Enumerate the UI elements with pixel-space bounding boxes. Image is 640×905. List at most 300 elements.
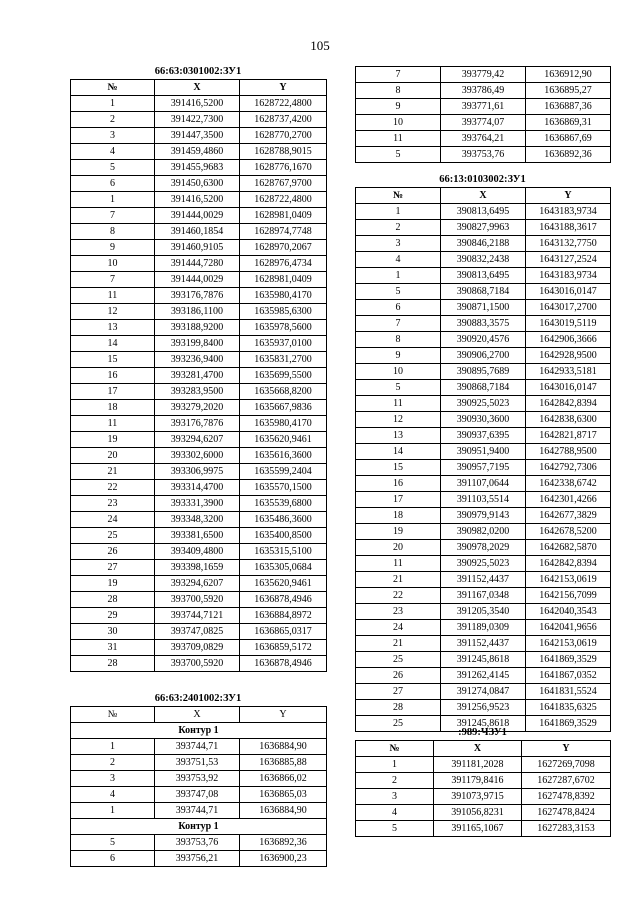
cell-number: 4 (356, 805, 434, 821)
table-row (71, 624, 327, 640)
table-row (356, 476, 611, 492)
cell-y: 1627478,8424 (522, 805, 611, 821)
table-row (71, 432, 327, 448)
column-header-x: X (441, 188, 526, 204)
column-header-x: X (155, 707, 240, 723)
table-row (71, 803, 327, 819)
contour-row (71, 819, 327, 835)
coordinates-table (355, 187, 611, 732)
cell-x: 393199,8400 (155, 336, 240, 352)
table-row (71, 851, 327, 867)
table-row (71, 496, 327, 512)
table-row (71, 176, 327, 192)
column-header-number: № (71, 707, 155, 723)
cell-x: 391189,0309 (441, 620, 526, 636)
table-row (71, 368, 327, 384)
cell-x: 393331,3900 (155, 496, 240, 512)
cell-number: 25 (71, 528, 155, 544)
table-row (71, 96, 327, 112)
table-row (356, 668, 611, 684)
table-row (71, 608, 327, 624)
cell-number: 26 (71, 544, 155, 560)
cell-number: 7 (356, 67, 441, 83)
cell-number: 25 (356, 652, 441, 668)
cell-x: 393779,42 (441, 67, 526, 83)
cell-y: 1635620,9461 (240, 432, 327, 448)
cell-y: 1635667,9836 (240, 400, 327, 416)
cell-y: 1628776,1670 (240, 160, 327, 176)
contour-label: Контур 1 (71, 723, 327, 739)
cell-number: 20 (356, 540, 441, 556)
cell-number: 2 (356, 773, 434, 789)
cell-y: 1643188,3617 (526, 220, 611, 236)
table-row (71, 224, 327, 240)
table-row (71, 480, 327, 496)
table-row (71, 739, 327, 755)
coordinates-table (355, 66, 611, 163)
cell-x: 391167,0348 (441, 588, 526, 604)
cell-x: 393709,0829 (155, 640, 240, 656)
cell-y: 1636892,36 (526, 147, 611, 163)
cell-y: 1636878,4946 (240, 592, 327, 608)
column-header-y: Y (526, 188, 611, 204)
cell-y: 1641869,3529 (526, 716, 611, 732)
cell-x: 390979,9143 (441, 508, 526, 524)
cell-x: 390883,3575 (441, 316, 526, 332)
cell-y: 1628970,2067 (240, 240, 327, 256)
table-title: 66:63:2401002:ЗУ1 (154, 693, 242, 704)
cell-number: 12 (356, 412, 441, 428)
table-row (71, 288, 327, 304)
cell-x: 393176,7876 (155, 416, 240, 432)
cell-number: 25 (356, 716, 441, 732)
cell-x: 393306,9975 (155, 464, 240, 480)
cell-number: 20 (71, 448, 155, 464)
cell-y: 1643017,2700 (526, 300, 611, 316)
table-row (356, 220, 611, 236)
cell-y: 1636885,88 (240, 755, 327, 771)
table-row (356, 492, 611, 508)
contour-label: Контур 1 (71, 819, 327, 835)
cell-number: 22 (71, 480, 155, 496)
cell-x: 390813,6495 (441, 268, 526, 284)
cell-y: 1642928,9500 (526, 348, 611, 364)
cell-y: 1636884,90 (240, 803, 327, 819)
cell-number: 2 (71, 755, 155, 771)
table-row (356, 428, 611, 444)
cell-number: 11 (356, 396, 441, 412)
cell-number: 17 (356, 492, 441, 508)
cell-x: 391245,8618 (441, 716, 526, 732)
cell-y: 1636912,90 (526, 67, 611, 83)
table-title: 66:63:0301002:ЗУ1 (154, 66, 242, 77)
cell-y: 1636878,4946 (240, 656, 327, 672)
cell-number: 13 (356, 428, 441, 444)
cell-number: 15 (71, 352, 155, 368)
cell-x: 393753,76 (155, 835, 240, 851)
table-row (71, 208, 327, 224)
table-row (356, 284, 611, 300)
coordinates-table (70, 706, 327, 867)
cell-number: 8 (71, 224, 155, 240)
cell-number: 3 (356, 236, 441, 252)
cell-x: 390937,6395 (441, 428, 526, 444)
cell-number: 5 (356, 147, 441, 163)
column-header-y: Y (240, 707, 327, 723)
cell-x: 391416,5200 (155, 192, 240, 208)
cell-number: 11 (71, 416, 155, 432)
cell-x: 391152,4437 (441, 572, 526, 588)
cell-x: 391073,9715 (434, 789, 522, 805)
cell-y: 1627269,7098 (522, 757, 611, 773)
cell-number: 3 (356, 789, 434, 805)
cell-y: 1643183,9734 (526, 268, 611, 284)
cell-x: 390895,7689 (441, 364, 526, 380)
cell-number: 21 (71, 464, 155, 480)
cell-y: 1628976,4734 (240, 256, 327, 272)
cell-x: 393294,6207 (155, 576, 240, 592)
cell-number: 9 (71, 240, 155, 256)
cell-y: 1636867,69 (526, 131, 611, 147)
cell-y: 1628770,2700 (240, 128, 327, 144)
table-row (356, 252, 611, 268)
cell-x: 393747,0825 (155, 624, 240, 640)
cell-x: 391181,2028 (434, 757, 522, 773)
cell-y: 1628788,9015 (240, 144, 327, 160)
cell-y: 1635570,1500 (240, 480, 327, 496)
cell-number: 31 (71, 640, 155, 656)
cell-x: 390957,7195 (441, 460, 526, 476)
cell-x: 391447,3500 (155, 128, 240, 144)
cell-number: 29 (71, 608, 155, 624)
cell-number: 15 (356, 460, 441, 476)
cell-y: 1643019,5119 (526, 316, 611, 332)
column-header-number: № (356, 188, 441, 204)
cell-number: 8 (356, 332, 441, 348)
cell-x: 393294,6207 (155, 432, 240, 448)
cell-y: 1643132,7750 (526, 236, 611, 252)
cell-number: 7 (356, 316, 441, 332)
contour-row (71, 723, 327, 739)
cell-y: 1642933,5181 (526, 364, 611, 380)
table-row (356, 524, 611, 540)
cell-number: 19 (356, 524, 441, 540)
cell-number: 7 (71, 272, 155, 288)
table-row (71, 336, 327, 352)
cell-number: 1 (356, 204, 441, 220)
column-header-y: Y (240, 80, 327, 96)
cell-y: 1627478,8392 (522, 789, 611, 805)
table-row (356, 204, 611, 220)
cell-y: 1628981,0409 (240, 272, 327, 288)
cell-y: 1642153,0619 (526, 572, 611, 588)
cell-x: 391460,9105 (155, 240, 240, 256)
cell-x: 391455,9683 (155, 160, 240, 176)
table-row (71, 464, 327, 480)
cell-x: 391165,1067 (434, 821, 522, 837)
cell-number: 9 (356, 99, 441, 115)
cell-x: 390925,5023 (441, 396, 526, 412)
cell-y: 1642821,8717 (526, 428, 611, 444)
cell-x: 390827,9963 (441, 220, 526, 236)
cell-number: 24 (71, 512, 155, 528)
coordinates-table-block (355, 66, 610, 163)
cell-x: 391205,3540 (441, 604, 526, 620)
cell-y: 1636895,27 (526, 83, 611, 99)
table-row (356, 99, 611, 115)
cell-x: 393751,53 (155, 755, 240, 771)
cell-x: 393283,9500 (155, 384, 240, 400)
table-row (356, 300, 611, 316)
column-header-y: Y (522, 741, 611, 757)
cell-x: 393279,2020 (155, 400, 240, 416)
cell-number: 1 (356, 757, 434, 773)
cell-y: 1635980,4170 (240, 416, 327, 432)
column-header-number: № (356, 741, 434, 757)
cell-y: 1628981,0409 (240, 208, 327, 224)
column-header-x: X (434, 741, 522, 757)
cell-x: 393700,5920 (155, 592, 240, 608)
cell-x: 393756,21 (155, 851, 240, 867)
cell-x: 393753,92 (155, 771, 240, 787)
table-row (356, 556, 611, 572)
table-row (71, 560, 327, 576)
table-header-row (71, 707, 327, 723)
cell-y: 1635668,8200 (240, 384, 327, 400)
cell-x: 393744,71 (155, 739, 240, 755)
table-row (71, 448, 327, 464)
cell-number: 28 (356, 700, 441, 716)
cell-number: 18 (71, 400, 155, 416)
cell-x: 393302,6000 (155, 448, 240, 464)
cell-y: 1641831,5524 (526, 684, 611, 700)
cell-y: 1642338,6742 (526, 476, 611, 492)
cell-x: 390868,7184 (441, 284, 526, 300)
cell-y: 1635539,6800 (240, 496, 327, 512)
table-row (356, 316, 611, 332)
cell-x: 391107,0644 (441, 476, 526, 492)
cell-number: 11 (71, 288, 155, 304)
table-row (71, 400, 327, 416)
cell-number: 1 (71, 803, 155, 819)
cell-y: 1635616,3600 (240, 448, 327, 464)
cell-y: 1635985,6300 (240, 304, 327, 320)
cell-x: 391460,1854 (155, 224, 240, 240)
coordinates-table-block (355, 174, 610, 732)
table-header-row (356, 188, 611, 204)
table-row (71, 416, 327, 432)
cell-x: 391179,8416 (434, 773, 522, 789)
table-row (356, 789, 611, 805)
table-row (356, 572, 611, 588)
cell-y: 1643183,9734 (526, 204, 611, 220)
table-row (71, 384, 327, 400)
table-row (71, 656, 327, 672)
cell-y: 1635978,5600 (240, 320, 327, 336)
cell-y: 1642040,3543 (526, 604, 611, 620)
table-row (356, 83, 611, 99)
cell-x: 393764,21 (441, 131, 526, 147)
cell-number: 24 (356, 620, 441, 636)
cell-number: 23 (71, 496, 155, 512)
cell-y: 1635980,4170 (240, 288, 327, 304)
cell-y: 1642788,9500 (526, 444, 611, 460)
cell-number: 1 (356, 268, 441, 284)
table-row (71, 160, 327, 176)
cell-x: 390982,0200 (441, 524, 526, 540)
cell-x: 393774,07 (441, 115, 526, 131)
cell-number: 6 (71, 851, 155, 867)
cell-x: 393236,9400 (155, 352, 240, 368)
table-row (356, 115, 611, 131)
cell-y: 1635315,5100 (240, 544, 327, 560)
cell-x: 390832,2438 (441, 252, 526, 268)
cell-y: 1636887,36 (526, 99, 611, 115)
cell-number: 4 (71, 787, 155, 803)
page-number: 105 (310, 38, 330, 53)
table-row (356, 757, 611, 773)
table-row (71, 576, 327, 592)
coordinates-table (70, 79, 327, 672)
table-row (71, 240, 327, 256)
cell-y: 1635831,2700 (240, 352, 327, 368)
table-row (71, 592, 327, 608)
cell-y: 1641869,3529 (526, 652, 611, 668)
cell-x: 391444,7280 (155, 256, 240, 272)
cell-y: 1636865,03 (240, 787, 327, 803)
cell-number: 11 (356, 131, 441, 147)
cell-x: 393409,4800 (155, 544, 240, 560)
cell-number: 6 (356, 300, 441, 316)
cell-x: 393700,5920 (155, 656, 240, 672)
cell-y: 1635486,3600 (240, 512, 327, 528)
cell-number: 3 (71, 771, 155, 787)
cell-number: 18 (356, 508, 441, 524)
cell-y: 1636869,31 (526, 115, 611, 131)
table-row (356, 540, 611, 556)
cell-y: 1642041,9656 (526, 620, 611, 636)
cell-number: 9 (356, 348, 441, 364)
cell-x: 393348,3200 (155, 512, 240, 528)
cell-y: 1635620,9461 (240, 576, 327, 592)
table-row (356, 636, 611, 652)
cell-y: 1628767,9700 (240, 176, 327, 192)
cell-number: 3 (71, 128, 155, 144)
cell-x: 391450,6300 (155, 176, 240, 192)
cell-y: 1627283,3153 (522, 821, 611, 837)
cell-number: 5 (71, 835, 155, 851)
table-title: :989:ЧЗУ1 (458, 727, 507, 738)
cell-x: 390951,9400 (441, 444, 526, 460)
cell-x: 391152,4437 (441, 636, 526, 652)
cell-number: 14 (71, 336, 155, 352)
cell-y: 1642906,3666 (526, 332, 611, 348)
cell-y: 1642838,6300 (526, 412, 611, 428)
table-row (356, 652, 611, 668)
cell-x: 391274,0847 (441, 684, 526, 700)
cell-number: 6 (71, 176, 155, 192)
cell-y: 1636865,0317 (240, 624, 327, 640)
cell-y: 1635699,5500 (240, 368, 327, 384)
table-row (356, 508, 611, 524)
cell-x: 390906,2700 (441, 348, 526, 364)
cell-number: 27 (71, 560, 155, 576)
cell-y: 1628974,7748 (240, 224, 327, 240)
table-row (356, 684, 611, 700)
cell-x: 391245,8618 (441, 652, 526, 668)
coordinates-table-block (355, 727, 610, 837)
table-row (356, 396, 611, 412)
cell-number: 8 (356, 83, 441, 99)
cell-number: 5 (71, 160, 155, 176)
cell-number: 1 (71, 192, 155, 208)
cell-number: 21 (356, 572, 441, 588)
cell-number: 23 (356, 604, 441, 620)
cell-y: 1642153,0619 (526, 636, 611, 652)
cell-number: 11 (356, 556, 441, 572)
cell-x: 393314,4700 (155, 480, 240, 496)
cell-x: 393753,76 (441, 147, 526, 163)
cell-y: 1636884,90 (240, 739, 327, 755)
cell-number: 10 (71, 256, 155, 272)
table-row (71, 755, 327, 771)
cell-y: 1642156,7099 (526, 588, 611, 604)
cell-number: 2 (356, 220, 441, 236)
cell-y: 1636859,5172 (240, 640, 327, 656)
cell-x: 393398,1659 (155, 560, 240, 576)
cell-number: 22 (356, 588, 441, 604)
cell-y: 1643016,0147 (526, 380, 611, 396)
table-row (356, 773, 611, 789)
cell-x: 391416,5200 (155, 96, 240, 112)
cell-number: 28 (71, 656, 155, 672)
cell-x: 390871,1500 (441, 300, 526, 316)
table-row (356, 460, 611, 476)
cell-x: 390978,2029 (441, 540, 526, 556)
cell-y: 1628722,4800 (240, 96, 327, 112)
cell-x: 393186,1100 (155, 304, 240, 320)
table-row (356, 147, 611, 163)
cell-y: 1641835,6325 (526, 700, 611, 716)
cell-number: 7 (71, 208, 155, 224)
cell-x: 393188,9200 (155, 320, 240, 336)
table-row (356, 588, 611, 604)
table-title: 66:13:0103002:ЗУ1 (439, 174, 526, 185)
cell-x: 393771,61 (441, 99, 526, 115)
cell-y: 1635599,2404 (240, 464, 327, 480)
coordinates-table-block (70, 693, 326, 867)
cell-number: 4 (356, 252, 441, 268)
table-row (71, 304, 327, 320)
table-row (356, 332, 611, 348)
table-row (356, 700, 611, 716)
cell-y: 1643127,2524 (526, 252, 611, 268)
cell-y: 1627287,6702 (522, 773, 611, 789)
cell-y: 1642301,4266 (526, 492, 611, 508)
cell-number: 1 (71, 739, 155, 755)
table-row (356, 604, 611, 620)
column-header-x: X (155, 80, 240, 96)
cell-x: 393381,6500 (155, 528, 240, 544)
table-row (71, 787, 327, 803)
cell-x: 391459,4860 (155, 144, 240, 160)
table-row (71, 192, 327, 208)
cell-x: 393176,7876 (155, 288, 240, 304)
cell-number: 28 (71, 592, 155, 608)
cell-number: 2 (71, 112, 155, 128)
table-row (356, 236, 611, 252)
cell-y: 1641867,0352 (526, 668, 611, 684)
